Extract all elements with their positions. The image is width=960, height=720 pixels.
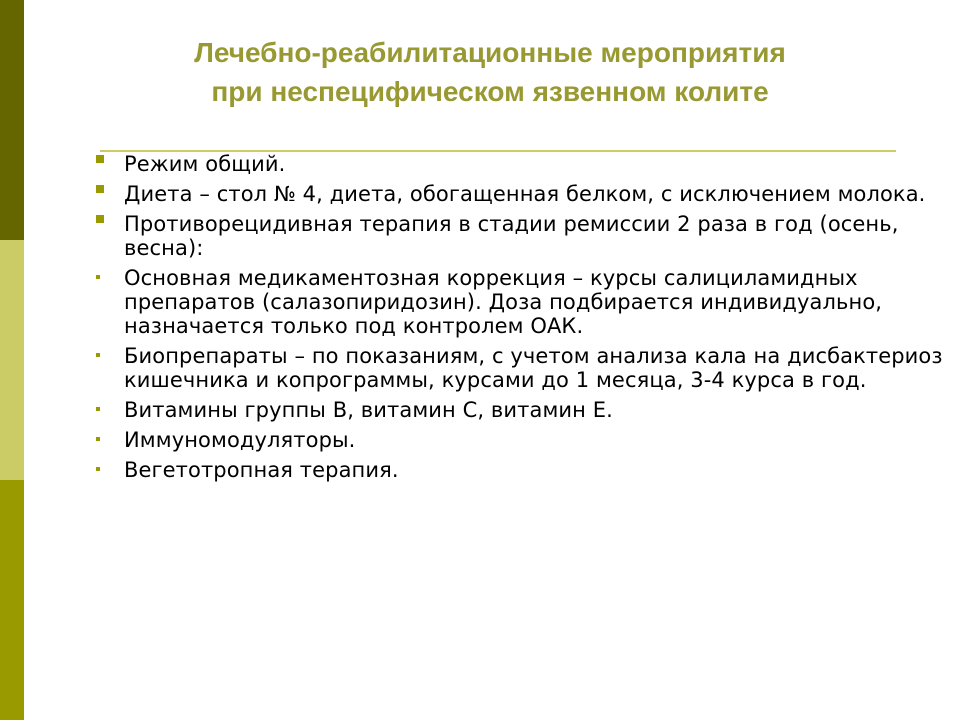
bullet-text: Противорецидивная терапия в стадии ремиссии 2 раза в год (осень, весна): [124, 212, 899, 260]
small-square-bullet-icon [96, 437, 100, 441]
slide-title [40, 33, 940, 111]
small-square-bullet-icon [96, 407, 100, 411]
sidebar-band-middle [0, 240, 24, 480]
bullet-text: Режим общий. [124, 152, 286, 176]
bullet-item-biopreparations [90, 344, 950, 392]
square-bullet-icon [96, 155, 104, 163]
bullet-text: Диета – стол № 4, диета, обогащенная белком, с исключением молока. [124, 182, 926, 206]
sidebar-band-bottom [0, 480, 24, 720]
bullet-item-regime [90, 152, 950, 176]
bullet-item-drug-correction [90, 266, 950, 338]
square-bullet-icon [96, 215, 104, 223]
small-square-bullet-icon [96, 467, 100, 471]
bullet-list [90, 152, 950, 488]
bullet-item-diet [90, 182, 950, 206]
bullet-item-relapse-therapy [90, 212, 950, 260]
slide-title-line2: при неспецифическом язвенном колите [211, 76, 769, 107]
bullet-item-vitamins [90, 398, 950, 422]
small-square-bullet-icon [96, 353, 100, 357]
bullet-text: Биопрепараты – по показаниям, с учетом анализа кала на дисбактериоз кишечника и копрограммы, курсами до 1 месяца, 3-4 курса в год. [124, 344, 943, 392]
sidebar-band-top [0, 0, 24, 240]
bullet-item-immunomodulators [90, 428, 950, 452]
bullet-text: Витамины группы В, витамин С, витамин Е. [124, 398, 613, 422]
bullet-item-vegetotropic [90, 458, 950, 482]
square-bullet-icon [96, 185, 104, 193]
bullet-text: Вегетотропная терапия. [124, 458, 399, 482]
small-square-bullet-icon [96, 275, 100, 279]
bullet-text: Основная медикаментозная коррекция – курсы салициламидных препаратов (салазопиридозин). Доза подбирается индивидуально, назначается только под контролем ОАК. [124, 266, 883, 338]
bullet-text: Иммуномодуляторы. [124, 428, 356, 452]
slide-title-line1: Лечебно-реабилитационные мероприятия [194, 37, 786, 68]
